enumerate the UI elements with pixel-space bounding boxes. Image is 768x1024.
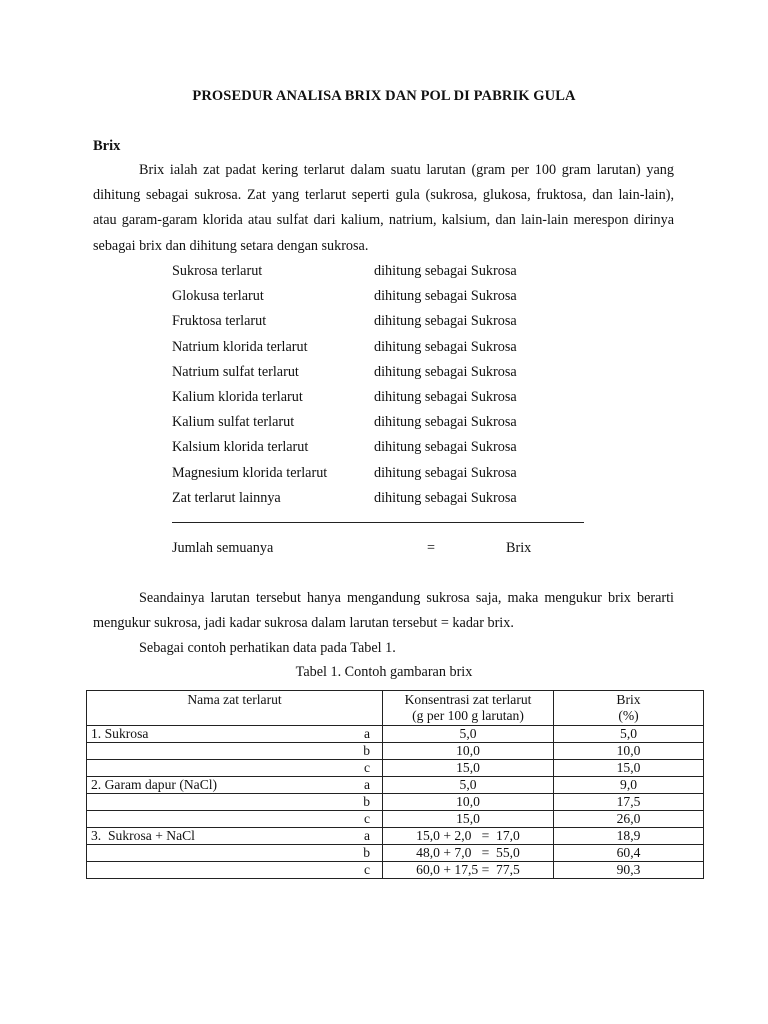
table-row <box>87 760 704 777</box>
sum-divider <box>172 522 584 523</box>
paragraph-explanation-text: Seandainya larutan tersebut hanya mengandung sukrosa saja, maka mengukur brix berarti mengukur sukrosa, jadi kadar sukrosa dalam larutan tersebut = kadar brix. <box>93 590 674 632</box>
solute-list-item <box>172 259 592 284</box>
solute-list-item <box>172 410 592 435</box>
cell-variant: b <box>339 845 383 862</box>
solute-name: Zat terlarut lainnya <box>172 489 281 506</box>
cell-brix: 90,3 <box>554 862 704 879</box>
cell-brix: 15,0 <box>554 760 704 777</box>
header-concentration-line1: Konsentrasi zat terlarut <box>404 692 532 707</box>
paragraph-definition <box>93 158 674 259</box>
solute-calc: dihitung sebagai Sukrosa <box>374 288 517 305</box>
cell-concentration: 48,0 + 7,0 = 55,0 <box>383 845 554 862</box>
total-equals: = <box>427 540 436 556</box>
cell-solute-name <box>87 811 339 828</box>
paragraph-definition-text: Brix ialah zat padat kering terlarut dalam suatu larutan (gram per 100 gram larutan) yang dihitung sebagai sukrosa. Zat yang terlarut seperti gula (sukrosa, glukosa, fruktosa, dan lain-lain), atau garam-garam klorida atau sulfat dari kalium, natrium, kalsium, dan lain-lain merespon dirinya sebagai brix dan dihitung setara dengan sukrosa. <box>93 162 674 254</box>
header-concentration <box>383 691 554 726</box>
solute-name: Natrium sulfat terlarut <box>172 363 299 380</box>
solute-calc: dihitung sebagai Sukrosa <box>374 464 517 481</box>
solute-name: Kalsium klorida terlarut <box>172 439 309 456</box>
solute-calc: dihitung sebagai Sukrosa <box>374 388 517 405</box>
table-row <box>87 811 704 828</box>
solute-name: Magnesium klorida terlarut <box>172 464 328 481</box>
cell-variant: a <box>339 828 383 845</box>
cell-concentration: 15,0 <box>383 811 554 828</box>
solute-calc: dihitung sebagai Sukrosa <box>374 263 517 279</box>
cell-concentration: 5,0 <box>383 777 554 794</box>
solute-name: Glokusa terlarut <box>172 288 264 305</box>
header-name-text: Nama zat terlarut <box>187 692 282 707</box>
solute-list-item <box>172 360 592 385</box>
cell-variant: c <box>339 811 383 828</box>
cell-variant: c <box>339 760 383 777</box>
cell-concentration: 5,0 <box>383 726 554 743</box>
header-brix <box>554 691 704 726</box>
solute-list-item <box>172 335 592 360</box>
solute-calc: dihitung sebagai Sukrosa <box>374 489 517 506</box>
total-value: Brix <box>506 540 532 556</box>
document-title: PROSEDUR ANALISA BRIX DAN POL DI PABRIK GULA <box>192 88 576 104</box>
solute-calc: dihitung sebagai Sukrosa <box>374 439 517 456</box>
cell-concentration: 15,0 + 2,0 = 17,0 <box>383 828 554 845</box>
header-name <box>87 691 383 726</box>
cell-variant: b <box>339 743 383 760</box>
solute-list-item <box>172 435 592 460</box>
cell-solute-name <box>87 743 339 760</box>
cell-solute-name: 1. Sukrosa <box>87 726 339 743</box>
solute-name: Sukrosa terlarut <box>172 263 263 279</box>
solute-list-item <box>172 309 592 334</box>
cell-concentration: 10,0 <box>383 743 554 760</box>
table-row <box>87 743 704 760</box>
total-label: Jumlah semuanya <box>172 540 274 556</box>
solute-calc: dihitung sebagai Sukrosa <box>374 338 517 355</box>
table-row <box>87 777 704 794</box>
cell-variant: c <box>339 862 383 879</box>
cell-brix: 17,5 <box>554 794 704 811</box>
table-header-row <box>87 691 704 726</box>
cell-concentration: 10,0 <box>383 794 554 811</box>
table-row <box>87 828 704 845</box>
brix-table <box>86 690 704 879</box>
header-brix-line2: (%) <box>618 708 639 723</box>
solute-name: Fruktosa terlarut <box>172 313 267 330</box>
header-brix-line1: Brix <box>616 692 641 707</box>
cell-brix: 9,0 <box>554 777 704 794</box>
cell-brix: 5,0 <box>554 726 704 743</box>
table-row <box>87 862 704 879</box>
paragraph-explanation <box>93 586 674 636</box>
cell-solute-name <box>87 862 339 879</box>
cell-variant: b <box>339 794 383 811</box>
table-caption: Tabel 1. Contoh gambaran brix <box>295 664 473 680</box>
solute-name: Natrium klorida terlarut <box>172 338 308 355</box>
paragraph-example: Sebagai contoh perhatikan data pada Tabel 1. <box>139 640 396 656</box>
cell-brix: 60,4 <box>554 845 704 862</box>
table-row <box>87 794 704 811</box>
cell-solute-name <box>87 845 339 862</box>
solute-calc: dihitung sebagai Sukrosa <box>374 414 517 431</box>
cell-brix: 18,9 <box>554 828 704 845</box>
cell-concentration: 60,0 + 17,5 = 77,5 <box>383 862 554 879</box>
cell-solute-name: 2. Garam dapur (NaCl) <box>87 777 339 794</box>
table-body <box>87 726 704 879</box>
solute-list-item <box>172 461 592 486</box>
solute-list-item <box>172 385 592 410</box>
cell-brix: 26,0 <box>554 811 704 828</box>
cell-concentration: 15,0 <box>383 760 554 777</box>
solute-calc: dihitung sebagai Sukrosa <box>374 313 517 330</box>
section-heading: Brix <box>93 138 121 154</box>
cell-variant: a <box>339 777 383 794</box>
solute-calc: dihitung sebagai Sukrosa <box>374 363 517 380</box>
solute-name: Kalium klorida terlarut <box>172 388 303 405</box>
cell-solute-name <box>87 760 339 777</box>
header-concentration-line2: (g per 100 g larutan) <box>412 708 524 723</box>
cell-brix: 10,0 <box>554 743 704 760</box>
table-row <box>87 726 704 743</box>
table-row <box>87 845 704 862</box>
cell-variant: a <box>339 726 383 743</box>
cell-solute-name <box>87 794 339 811</box>
cell-solute-name: 3. Sukrosa + NaCl <box>87 828 339 845</box>
solute-list-item <box>172 486 592 511</box>
solute-list <box>172 259 592 511</box>
solute-name: Kalium sulfat terlarut <box>172 414 295 431</box>
solute-list-item <box>172 284 592 309</box>
